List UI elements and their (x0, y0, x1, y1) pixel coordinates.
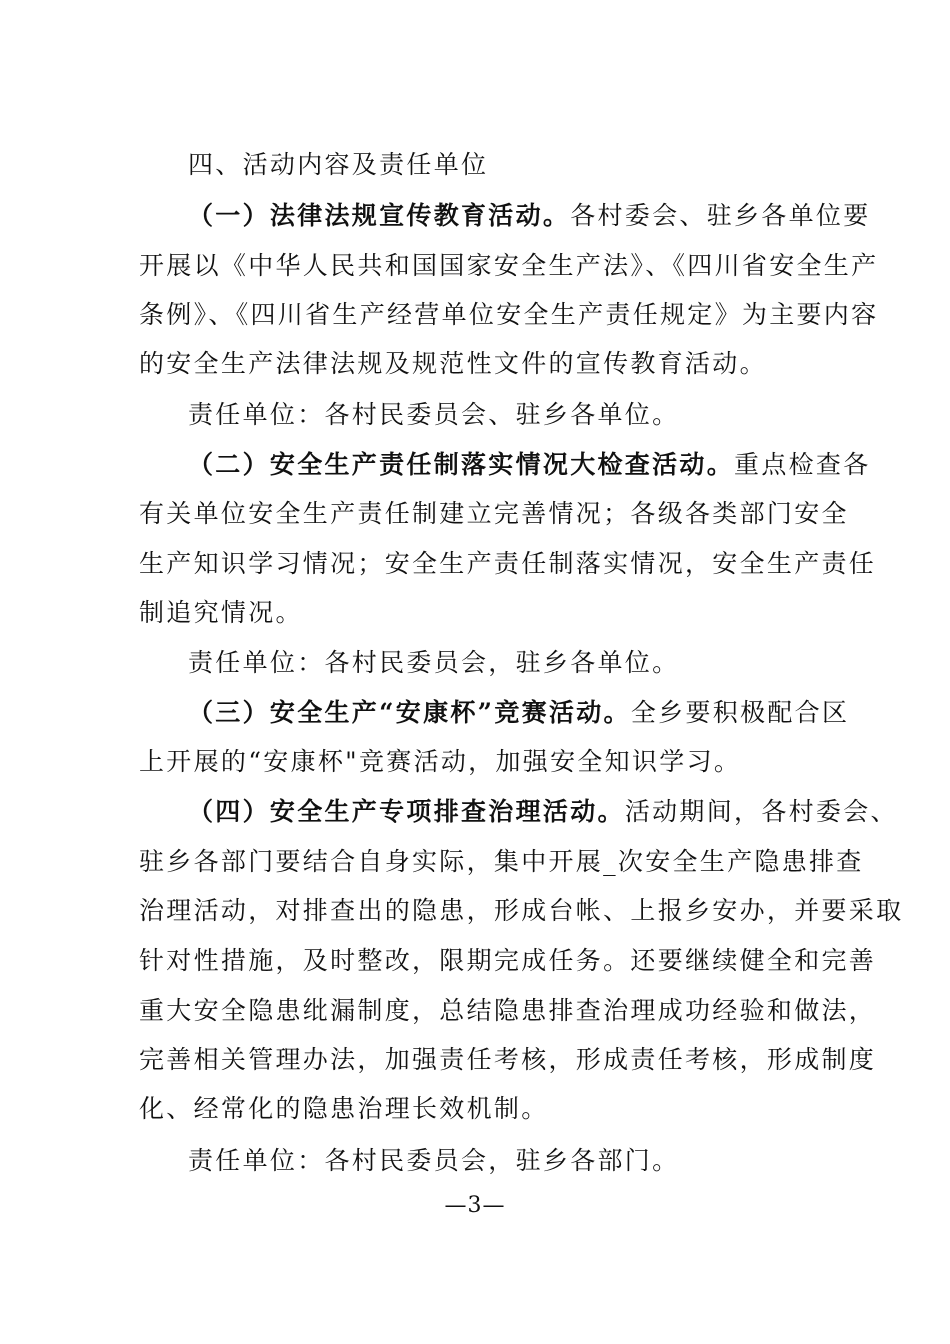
item-2-line: 有关单位安全生产责任制建立完善情况；各级各类部门安全 (139, 499, 849, 528)
item-4-line: 完善相关管理办法，加强责任考核，形成责任考核，形成制度 (139, 1045, 877, 1074)
item-4-line: 治理活动，对排查出的隐患，形成台帐、上报乡安办，并要采取 (139, 896, 904, 925)
item-3-title: （三）安全生产“安康杯”竞赛活动。 (188, 698, 631, 727)
item-1-responsible: 责任单位：各村民委员会、驻乡各单位。 (188, 400, 680, 429)
item-2-first-line (188, 450, 871, 480)
item-1-text: 各村委会、驻乡各单位要 (570, 201, 871, 230)
item-4-line: 化、经常化的隐患治理长效机制。 (139, 1094, 549, 1123)
item-1-first-line (188, 201, 871, 231)
item-3-text: 全乡要积极配合区 (630, 698, 850, 727)
item-2-text: 重点检查各 (734, 450, 871, 479)
item-3-first-line (188, 698, 850, 728)
item-4-line: 驻乡各部门要结合自身实际，集中开展_次安全生产隐患排查 (139, 847, 864, 876)
item-4-text: 活动期间，各村委会、 (624, 797, 898, 826)
item-1-line: 条例》、《四川省生产经营单位安全生产责任规定》为主要内容 (139, 300, 879, 329)
item-2-responsible: 责任单位：各村民委员会，驻乡各单位。 (188, 648, 680, 677)
item-4-line: 针对性措施，及时整改，限期完成任务。还要继续健全和完善 (139, 946, 877, 975)
item-3-line: 上开展的“安康杯"竞赛活动，加强安全知识学习。 (139, 747, 742, 776)
item-4-first-line (188, 797, 898, 827)
item-2-line: 生产知识学习情况；安全生产责任制落实情况，安全生产责任 (139, 549, 877, 578)
item-1-line: 的安全生产法律法规及规范性文件的宣传教育活动。 (139, 349, 767, 378)
section-heading: 四、活动内容及责任单位 (188, 150, 489, 179)
item-4-responsible: 责任单位：各村民委员会，驻乡各部门。 (188, 1146, 680, 1175)
item-2-line: 制追究情况。 (139, 598, 303, 627)
item-1-line: 开展以《中华人民共和国国家安全生产法》、《四川省安全生产 (139, 251, 879, 280)
item-4-title: （四）安全生产专项排查治理活动。 (188, 797, 625, 826)
page-number: —3— (444, 1193, 506, 1218)
item-2-title: （二）安全生产责任制落实情况大检查活动。 (188, 450, 735, 479)
item-4-line: 重大安全隐患纰漏制度，总结隐患排查治理成功经验和做法， (139, 996, 877, 1025)
item-1-title: （一）法律法规宣传教育活动。 (188, 201, 571, 230)
